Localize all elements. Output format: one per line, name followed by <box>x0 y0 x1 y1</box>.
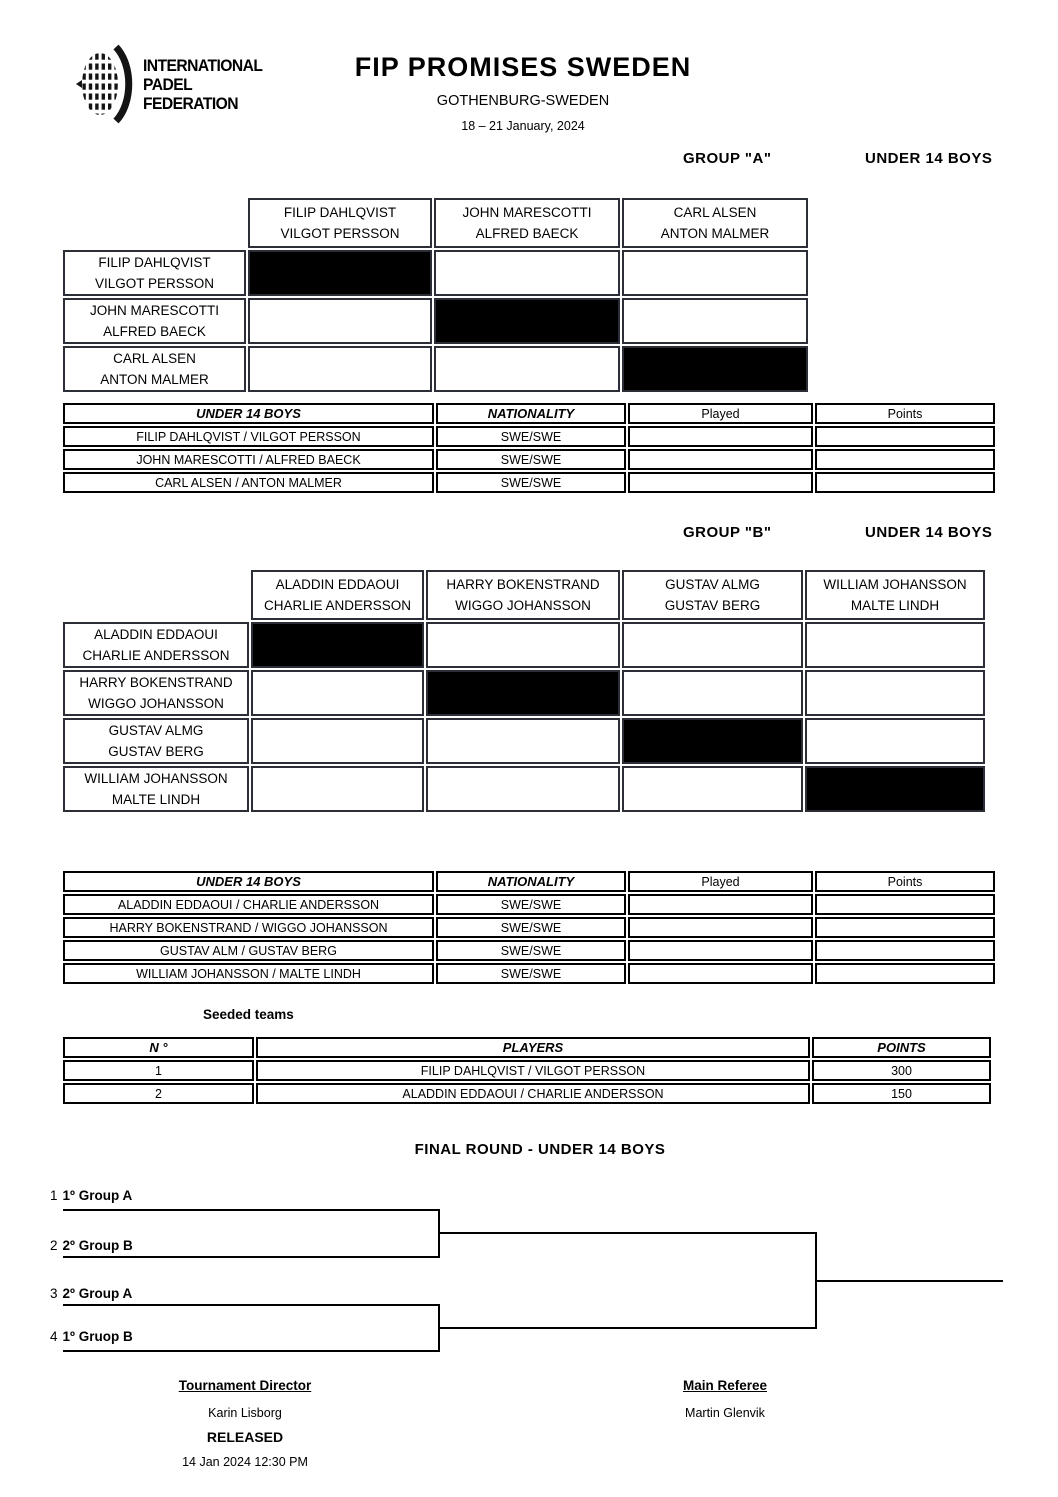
grid-corner-cell <box>63 198 246 248</box>
results-table-group-a <box>61 401 997 495</box>
grid-score-cell <box>805 622 985 668</box>
seeded-header-players: PLAYERS <box>256 1037 810 1058</box>
grid-score-cell <box>426 718 620 764</box>
results-header-points: Points <box>815 871 995 892</box>
grid-score-cell <box>426 622 620 668</box>
results-cell-nationality: SWE/SWE <box>436 894 626 915</box>
grid-row-header-team: GUSTAV ALMG GUSTAV BERG <box>63 718 249 764</box>
group-b-label: GROUP "B" <box>683 524 772 541</box>
seeded-header-points: POINTS <box>812 1037 991 1058</box>
grid-column-header-team: WILLIAM JOHANSSON MALTE LINDH <box>805 570 985 620</box>
bracket-line-sf1-winner <box>438 1232 817 1234</box>
seeded-teams-table <box>61 1035 993 1106</box>
results-cell-played <box>628 894 813 915</box>
bracket-slot-number: 4 <box>50 1329 58 1344</box>
grid-blocked-cell <box>622 346 808 392</box>
grid-blocked-cell <box>805 766 985 812</box>
bracket-slot-team: 2º Group A <box>62 1286 133 1301</box>
grid-column-header-team: HARRY BOKENSTRAND WIGGO JOHANSSON <box>426 570 620 620</box>
grid-blocked-cell <box>622 718 803 764</box>
bracket-slot-team: 2º Group B <box>62 1238 133 1253</box>
grid-score-cell <box>622 298 808 344</box>
results-cell-points <box>815 426 995 447</box>
grid-blocked-cell <box>434 298 620 344</box>
results-cell-played <box>628 940 813 961</box>
grid-score-cell <box>622 670 803 716</box>
grid-column-header-team: ALADDIN EDDAOUI CHARLIE ANDERSSON <box>251 570 424 620</box>
bracket-line-slot2 <box>63 1256 440 1258</box>
bracket-slot-label-3 <box>50 1286 132 1301</box>
results-cell-team: GUSTAV ALM / GUSTAV BERG <box>63 940 434 961</box>
release-status: RELEASED <box>206 1429 284 1445</box>
seeded-cell-seed-points: 300 <box>812 1060 991 1081</box>
results-cell-points <box>815 940 995 961</box>
results-cell-team: FILIP DAHLQVIST / VILGOT PERSSON <box>63 426 434 447</box>
grid-score-cell <box>251 766 424 812</box>
grid-score-cell <box>248 298 432 344</box>
footer-director-block <box>135 1378 355 1469</box>
seeded-cell-seed-points: 150 <box>812 1083 991 1104</box>
results-header-played: Played <box>628 871 813 892</box>
round-robin-grid <box>61 568 987 814</box>
results-cell-team: JOHN MARESCOTTI / ALFRED BAECK <box>63 449 434 470</box>
results-cell-nationality: SWE/SWE <box>436 472 626 493</box>
bracket-slot-label-2 <box>50 1238 133 1253</box>
results-cell-nationality: SWE/SWE <box>436 426 626 447</box>
grid-corner-cell <box>63 570 249 620</box>
results-header-under-14-boys: UNDER 14 BOYS <box>63 871 434 892</box>
referee-title: Main Referee <box>682 1378 768 1393</box>
grid-row-header-team: JOHN MARESCOTTI ALFRED BAECK <box>63 298 246 344</box>
results-header-nationality: NATIONALITY <box>436 403 626 424</box>
bracket-line-sf2-winner <box>438 1327 817 1329</box>
grid-blocked-cell <box>248 250 432 296</box>
results-cell-points <box>815 472 995 493</box>
bracket-line-slot3 <box>63 1304 440 1306</box>
seeded-cell-seed-number: 2 <box>63 1083 254 1104</box>
grid-score-cell <box>622 622 803 668</box>
grid-score-cell <box>251 718 424 764</box>
logo-line: FEDERATION <box>143 93 238 113</box>
grid-column-header-team: FILIP DAHLQVIST VILGOT PERSSON <box>248 198 432 248</box>
seeded-header-n-: N ° <box>63 1037 254 1058</box>
page-subtitle: GOTHENBURG-SWEDEN <box>436 93 610 109</box>
results-header-points: Points <box>815 403 995 424</box>
results-cell-team: CARL ALSEN / ANTON MALMER <box>63 472 434 493</box>
match-grid-group-a <box>61 196 810 394</box>
director-title: Tournament Director <box>178 1378 312 1393</box>
page-title: FIP PROMISES SWEDEN <box>354 52 692 82</box>
grid-blocked-cell <box>251 622 424 668</box>
bracket-slot-team: 1º Gruop B <box>62 1329 133 1344</box>
results-cell-played <box>628 963 813 984</box>
grid-score-cell <box>251 670 424 716</box>
grid-score-cell <box>622 766 803 812</box>
grid-row-header-team: HARRY BOKENSTRAND WIGGO JOHANSSON <box>63 670 249 716</box>
results-cell-points <box>815 894 995 915</box>
grid-score-cell <box>434 250 620 296</box>
grid-column-header-team: GUSTAV ALMG GUSTAV BERG <box>622 570 803 620</box>
results-cell-points <box>815 917 995 938</box>
grid-score-cell <box>805 718 985 764</box>
results-header-nationality: NATIONALITY <box>436 871 626 892</box>
group-a-category: UNDER 14 BOYS <box>865 150 993 167</box>
seeded-cell-seed-players: FILIP DAHLQVIST / VILGOT PERSSON <box>256 1060 810 1081</box>
results-cell-team: ALADDIN EDDAOUI / CHARLIE ANDERSSON <box>63 894 434 915</box>
bracket-line-slot4 <box>63 1350 440 1352</box>
grid-score-cell <box>622 250 808 296</box>
grid-row-header-team: WILLIAM JOHANSSON MALTE LINDH <box>63 766 249 812</box>
grid-row-header-team: FILIP DAHLQVIST VILGOT PERSSON <box>63 250 246 296</box>
bracket-slot-label-1 <box>50 1188 132 1203</box>
results-cell-nationality: SWE/SWE <box>436 963 626 984</box>
seeded-table <box>61 1035 993 1106</box>
seeded-cell-seed-players: ALADDIN EDDAOUI / CHARLIE ANDERSSON <box>256 1083 810 1104</box>
results-header-played: Played <box>628 403 813 424</box>
seeded-teams-label: Seeded teams <box>203 1007 294 1022</box>
grid-score-cell <box>426 766 620 812</box>
match-grid-group-b <box>61 568 987 814</box>
results-cell-played <box>628 449 813 470</box>
bracket-slot-label-4 <box>50 1329 133 1344</box>
grid-score-cell <box>248 346 432 392</box>
results-cell-team: HARRY BOKENSTRAND / WIGGO JOHANSSON <box>63 917 434 938</box>
results-cell-nationality: SWE/SWE <box>436 449 626 470</box>
page-dates: 18 – 21 January, 2024 <box>461 119 585 133</box>
release-timestamp: 14 Jan 2024 12:30 PM <box>182 1455 308 1469</box>
bracket-slot-team: 1º Group A <box>62 1188 133 1203</box>
group-results-table <box>61 869 997 986</box>
group-b-category: UNDER 14 BOYS <box>865 524 993 541</box>
results-cell-team: WILLIAM JOHANSSON / MALTE LINDH <box>63 963 434 984</box>
results-table-group-b <box>61 869 997 986</box>
grid-column-header-team: CARL ALSEN ANTON MALMER <box>622 198 808 248</box>
grid-column-header-team: JOHN MARESCOTTI ALFRED BAECK <box>434 198 620 248</box>
round-robin-grid <box>61 196 810 394</box>
grid-row-header-team: ALADDIN EDDAOUI CHARLIE ANDERSSON <box>63 622 249 668</box>
results-header-under-14-boys: UNDER 14 BOYS <box>63 403 434 424</box>
results-cell-points <box>815 449 995 470</box>
group-results-table <box>61 401 997 495</box>
grid-score-cell <box>805 670 985 716</box>
results-cell-played <box>628 917 813 938</box>
bracket-slot-number: 3 <box>50 1286 58 1301</box>
grid-row-header-team: CARL ALSEN ANTON MALMER <box>63 346 246 392</box>
results-cell-played <box>628 472 813 493</box>
grid-score-cell <box>434 346 620 392</box>
seeded-cell-seed-number: 1 <box>63 1060 254 1081</box>
grid-blocked-cell <box>426 670 620 716</box>
bracket-line-slot1 <box>63 1209 440 1211</box>
results-cell-points <box>815 963 995 984</box>
logo-line: INTERNATIONAL <box>143 55 263 75</box>
results-cell-nationality: SWE/SWE <box>436 940 626 961</box>
results-cell-played <box>628 426 813 447</box>
final-round-title: FINAL ROUND - UNDER 14 BOYS <box>414 1141 666 1158</box>
bracket-line-final-winner <box>815 1280 1003 1282</box>
footer-referee-block <box>615 1378 835 1420</box>
bracket-slot-number: 1 <box>50 1188 58 1203</box>
logo-line: PADEL <box>143 74 193 94</box>
director-name: Karin Lisborg <box>208 1406 282 1420</box>
group-a-label: GROUP "A" <box>683 150 772 167</box>
referee-name: Martin Glenvik <box>685 1406 765 1420</box>
results-cell-nationality: SWE/SWE <box>436 917 626 938</box>
bracket-slot-number: 2 <box>50 1238 58 1253</box>
